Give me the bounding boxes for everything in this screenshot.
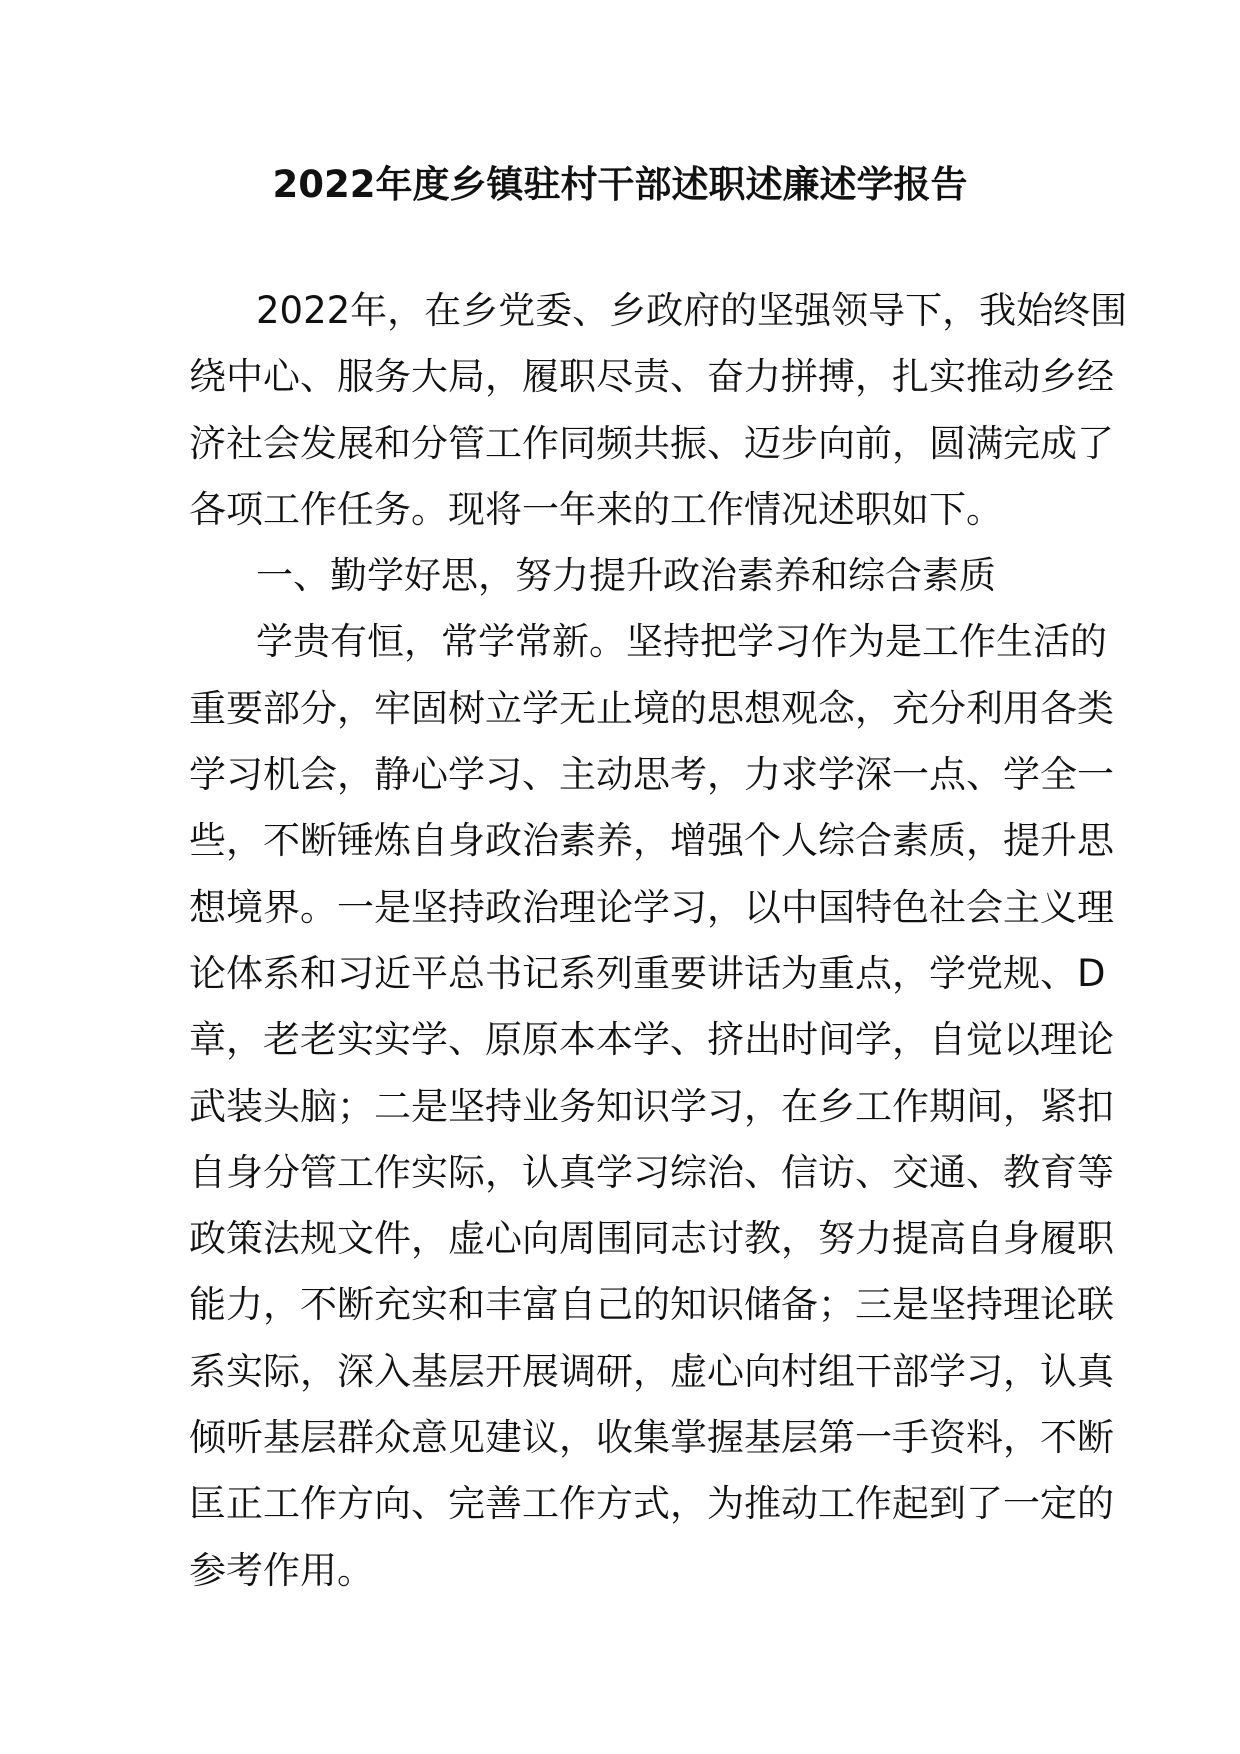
text-line: 倾听基层群众意见建议，收集掌握基层第一手资料，不断	[189, 1416, 1114, 1460]
text-line: 些，不断锤炼自身政治素养，增强个人综合素质，提升思	[189, 819, 1114, 863]
text-line: 绕中心、服务大局，履职尽责、奋力拼搏，扎实推动乡经	[189, 355, 1114, 399]
text-line: 论体系和习近平总书记系列重要讲话为重点，学党规、D	[189, 951, 1106, 995]
text-line: 匡正工作方向、完善工作方式，为推动工作起到了一定的	[189, 1482, 1114, 1526]
text-line: 重要部分，牢固树立学无止境的思想观念，充分利用各类	[189, 686, 1114, 730]
text-line: 参考作用。	[189, 1548, 374, 1592]
text-line: 系实际，深入基层开展调研，虚心向村组干部学习，认真	[189, 1349, 1114, 1393]
text-line: 政策法规文件，虚心向周围同志讨教，努力提高自身履职	[189, 1217, 1114, 1261]
text-line: 一、勤学好思，努力提升政治素养和综合素质	[256, 554, 996, 598]
text-line: 济社会发展和分管工作同频共振、迈步向前，圆满完成了	[189, 421, 1114, 465]
text-line: 2022年，在乡党委、乡政府的坚强领导下，我始终围	[256, 289, 1128, 332]
text-line: 能力，不断充实和丰富自己的知识储备；三是坚持理论联	[189, 1283, 1114, 1327]
text-line: 各项工作任务。现将一年来的工作情况述职如下。	[189, 487, 1003, 531]
text-line: 章，老老实实学、原原本本学、挤出时间学，自觉以理论	[189, 1018, 1114, 1062]
text-line: 武装头脑；二是坚持业务知识学习，在乡工作期间，紧扣	[189, 1084, 1114, 1128]
text-line: 自身分管工作实际，认真学习综治、信访、交通、教育等	[189, 1150, 1114, 1194]
text-line: 学贵有恒，常学常新。坚持把学习作为是工作生活的	[256, 620, 1107, 664]
document-body	[189, 278, 1128, 1604]
text-line: 学习机会，静心学习、主动思考，力求学深一点、学全一	[189, 753, 1114, 797]
text-line: 想境界。一是坚持政治理论学习，以中国特色社会主义理	[189, 885, 1114, 929]
document-title: 2022年度乡镇驻村干部述职述廉述学报告	[272, 163, 968, 206]
